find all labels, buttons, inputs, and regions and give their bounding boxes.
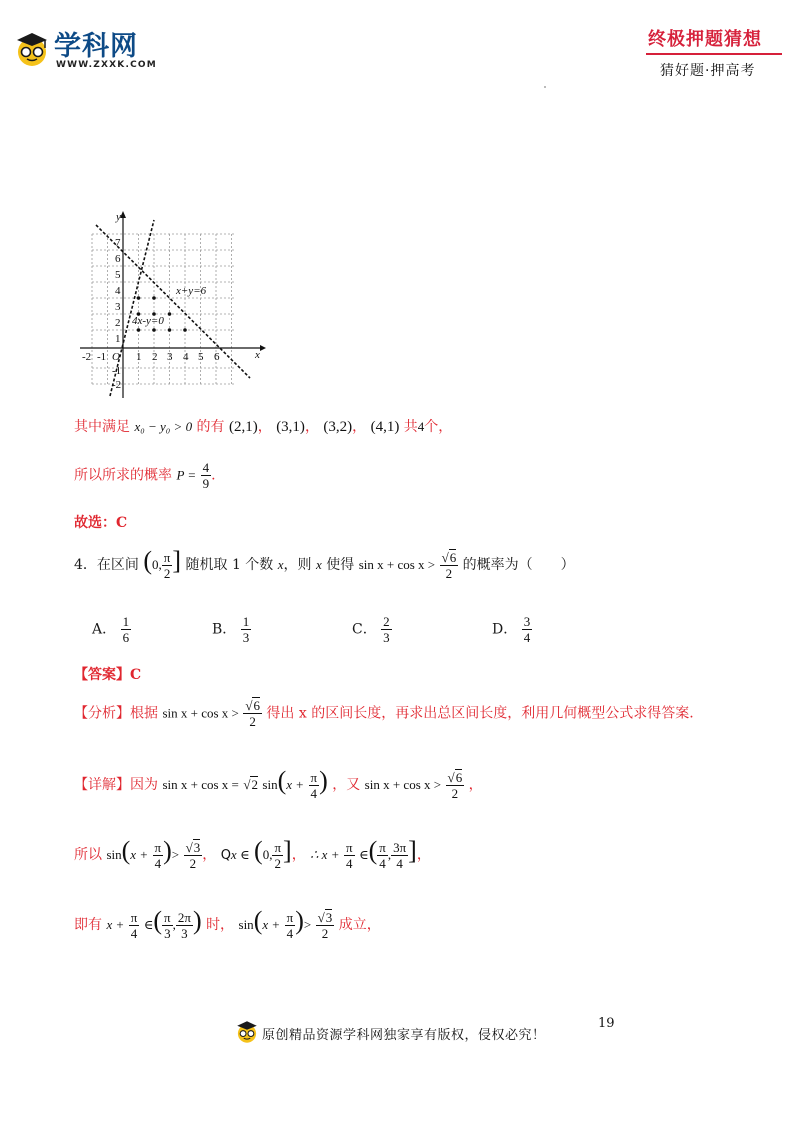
y-tick: 7 — [115, 237, 121, 249]
y-tick: -2 — [112, 379, 122, 391]
y-tick: 6 — [115, 253, 121, 265]
choice-a[interactable]: A． $\frac{1}{6}$ — [92, 614, 130, 645]
x-tick: 1 — [136, 351, 142, 363]
slogan-sub: 猜好题·押高考 — [660, 63, 756, 79]
x-tick: 6 — [214, 351, 220, 363]
choice-c[interactable]: C． $\frac{2}{3}$ — [352, 614, 390, 645]
question-inequality: sin x + cos x > — [358, 557, 436, 572]
logo-text: 学科网 — [54, 31, 138, 62]
point: (2,1) — [228, 419, 258, 435]
question-4: 4．在区间 (0, $\frac{\pi}{2}$ ] 随机取 1 个数 x，则 x 使得 sin x + cos x > $\frac{√6}{2}$ 的概率为（ ） — [74, 546, 575, 581]
detail-line: 【详解】因为 sin x + cos x = √2 sin(x + $\frac{\pi}{4}$ ) ，又 sin x + cos x > $\frac{√6}{2}$ ， — [74, 766, 483, 801]
then-line: 即有 x + $\frac{\pi}{4}$ ∈( $\frac{\pi}{3}$ , $\frac{2\pi}{3}$ ) 时， sin(x + $\frac{\pi}{4}$ )> $\frac{√3}{2}$ 成立， — [74, 906, 381, 941]
choice-b[interactable]: B． $\frac{1}{3}$ — [212, 614, 250, 645]
point: (3,1) — [276, 419, 305, 435]
slogan-main: 终极押题猜想 — [648, 29, 762, 50]
footer-copyright: 原创精品资源学科网独家享有版权，侵权必究！ — [262, 1028, 546, 1043]
x-axis-label: x — [255, 349, 260, 361]
x-tick: -1 — [97, 351, 107, 363]
slogan-divider — [646, 53, 782, 55]
y-tick: 3 — [115, 301, 121, 313]
x-tick: -2 — [82, 351, 92, 363]
line1-label: x+y=6 — [176, 285, 207, 297]
line2-label: 4x-y=0 — [132, 315, 164, 327]
x-tick: 4 — [183, 351, 189, 363]
x-tick: 3 — [167, 351, 173, 363]
y-tick: 4 — [115, 285, 121, 297]
coordinate-graph — [72, 208, 272, 404]
y-tick: 2 — [115, 317, 121, 329]
content-line-probability: 所以所求的概率 P = $\frac{4}{9}$ . — [74, 460, 216, 491]
page-number: 19 — [598, 1016, 615, 1031]
condition-formula: x₀ − y₀ > 0 — [134, 419, 193, 434]
line1-prefix: 其中满足 — [74, 419, 130, 435]
so-line: 所以 sin(x + $\frac{\pi}{4}$ )> $\frac{√3}{2}$ ， Qx ∈ (0, $\frac{\pi}{2}$ ]， ∴ x + $\frac{\pi}{4}$ ∈( $\frac{\pi}{4}$ , $\frac{3\pi}{4}$ ]， — [74, 836, 431, 871]
choice-d[interactable]: D． $\frac{3}{4}$ — [492, 614, 531, 645]
x-tick: 5 — [198, 351, 204, 363]
point: (4,1) — [370, 419, 400, 435]
y-axis-label: y — [116, 211, 121, 223]
line1-mid: 的有 — [196, 419, 225, 435]
answer-label: 【答案】C — [74, 667, 142, 683]
probability-lhs: P = — [176, 467, 197, 483]
origin-label: O — [112, 351, 120, 363]
choose-answer: 故选：C — [74, 515, 128, 531]
point: (3,2) — [323, 419, 353, 435]
logo-icon — [12, 28, 52, 68]
decorative-dot — [544, 86, 546, 88]
analysis-line: 【分析】根据 sin x + cos x > $\frac{√6}{2}$ 得出 x 的区间长度，再求出总区间长度，利用几何概型公式求得答案. — [74, 698, 694, 729]
logo-url: WWW.ZXXK.COM — [56, 60, 157, 70]
probability-fraction: $\frac{4}{9}$ — [202, 460, 210, 491]
y-tick: 5 — [115, 269, 121, 281]
content-line-points: 其中满足 x₀ − y₀ > 0 的有 (2,1)， (3,1)， (3,2)， (4,1) 共4个， — [74, 419, 453, 435]
x-tick: 2 — [152, 351, 158, 363]
count: 4 — [417, 419, 425, 434]
y-tick: -1 — [112, 365, 122, 377]
footer-logo-icon — [234, 1018, 260, 1044]
y-tick: 1 — [115, 333, 121, 345]
